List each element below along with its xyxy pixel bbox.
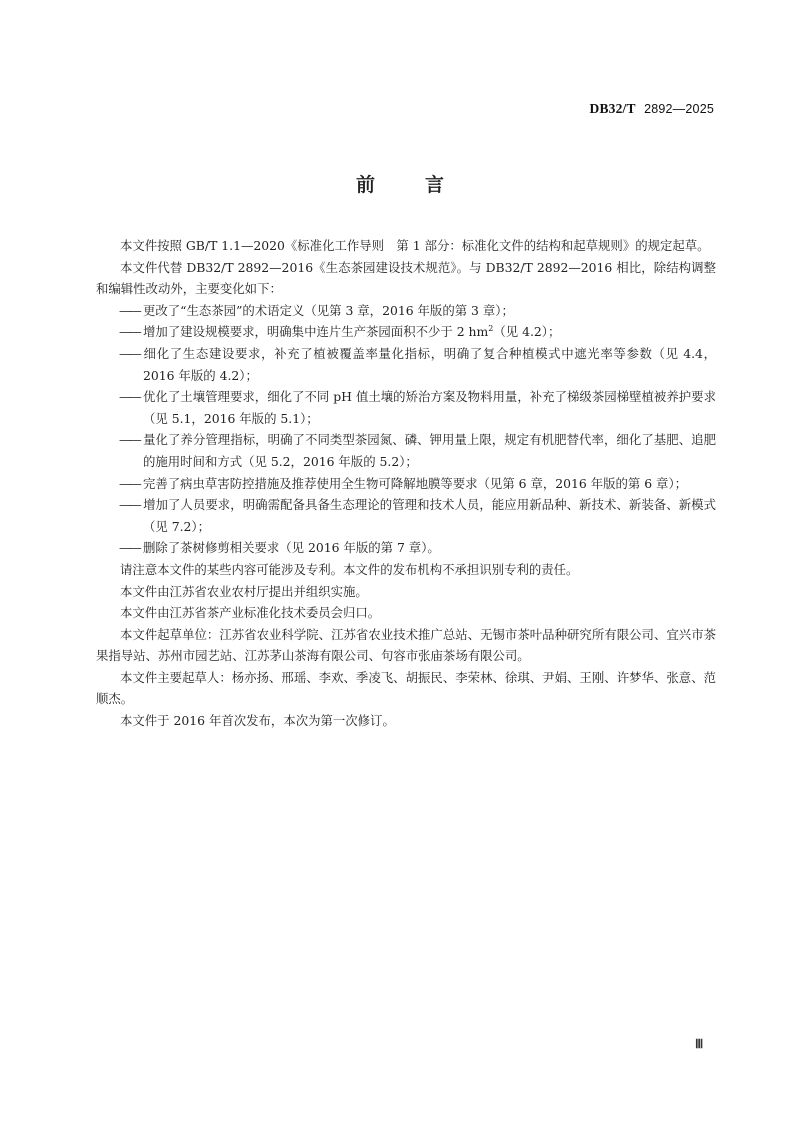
em-dash-bullet: —— [119,540,140,556]
change-text: 增加了人员要求，明确需配备具备生态理论的管理和技术人员，能应用新品种、新技术、新装备、新模式（见 7.2）； [143,497,716,534]
standard-code-header [590,101,715,117]
superscript: 2 [488,324,494,334]
em-dash-bullet: —— [119,432,140,448]
paragraph-drafting-rules: 本文件按照 GB/T 1.1—2020《标准化工作导则 第 1 部分：标准化文件的结构和起草规则》的规定起草。 [120,238,710,253]
page-number: Ⅲ [695,1037,704,1051]
standard-code-prefix: DB [589,101,609,116]
change-text: 量化了养分管理指标，明确了不同类型茶园氮、磷、钾用量上限，规定有机肥替代率，细化了基肥、追肥的施用时间和方式（见 5.2，2016 年版的 5.2）； [143,432,716,469]
change-item [96,386,716,429]
change-text: 完善了病虫草害防控措施及推荐使用全生物可降解地膜等要求（见第 6 章，2016 年版的第 6 章）； [143,475,688,491]
paragraph-drafting-units: 本文件起草单位：江苏省农业科学院、江苏省农业技术推广总站、无锡市茶叶品种研究所有限公司、宜兴市茶果指导站、苏州市园艺站、江苏茅山茶海有限公司、句容市张庙茶场有限公司。 [96,626,716,664]
change-text: 增加了建设规模要求，明确集中连片生产茶园面积不少于 2 hm [143,324,489,340]
change-item [96,300,716,322]
paragraph-drafters: 本文件主要起草人：杨亦扬、邢瑶、李欢、季凌飞、胡振民、李荣林、徐琪、尹娟、王刚、许梦华、张意、范顺杰。 [96,669,716,707]
change-item [96,537,716,559]
change-item [96,494,716,537]
standard-code-number: 2892—2025 [644,102,714,116]
standard-code-series: 32/T [608,101,636,116]
em-dash-bullet: —— [119,324,140,340]
em-dash-bullet: —— [119,475,140,491]
paragraph-proposer: 本文件由江苏省农业农村厅提出并组织实施。 [120,583,368,599]
change-text: 优化了土壤管理要求，细化了不同 pH 值土壤的矫治方案及物料用量，补充了梯级茶园梯壁植被养护要求（见 5.1，2016 年版的 5.1）； [143,389,716,426]
change-text: 更改了“生态茶园”的术语定义（见第 3 章，2016 年版的第 3 章）； [143,302,514,318]
paragraph-replacement: 本文件代替 DB32/T 2892—2016《生态茶园建设技术规范》。与 DB32/T 2892—2016 相比，除结构调整和编辑性改动外，主要变化如下： [96,259,716,297]
paragraph-committee: 本文件由江苏省茶产业标准化技术委员会归口。 [120,605,381,621]
em-dash-bullet: —— [119,497,140,513]
change-text-tail: （见 4.2）； [493,324,561,340]
change-item [96,343,716,386]
em-dash-bullet: —— [119,302,140,318]
paragraph-patent-notice: 请注意本文件的某些内容可能涉及专利。本文件的发布机构不承担识别专利的责任。 [120,561,579,577]
change-text: 删除了茶树修剪相关要求（见 2016 年版的第 7 章）。 [143,540,440,556]
em-dash-bullet: —— [119,345,140,361]
page-title: 前言 [355,174,494,196]
change-text: 细化了生态建设要求，补充了植被覆盖率量化指标，明确了复合种植模式中遮光率等参数（见 4.4，2016 年版的 4.2）； [143,345,716,383]
change-item [96,321,716,343]
change-item [96,429,716,472]
change-item [96,473,716,495]
foreword-body [96,235,716,732]
paragraph-revision-history: 本文件于 2016 年首次发布，本次为第一次修订。 [120,713,395,729]
em-dash-bullet: —— [119,389,140,405]
